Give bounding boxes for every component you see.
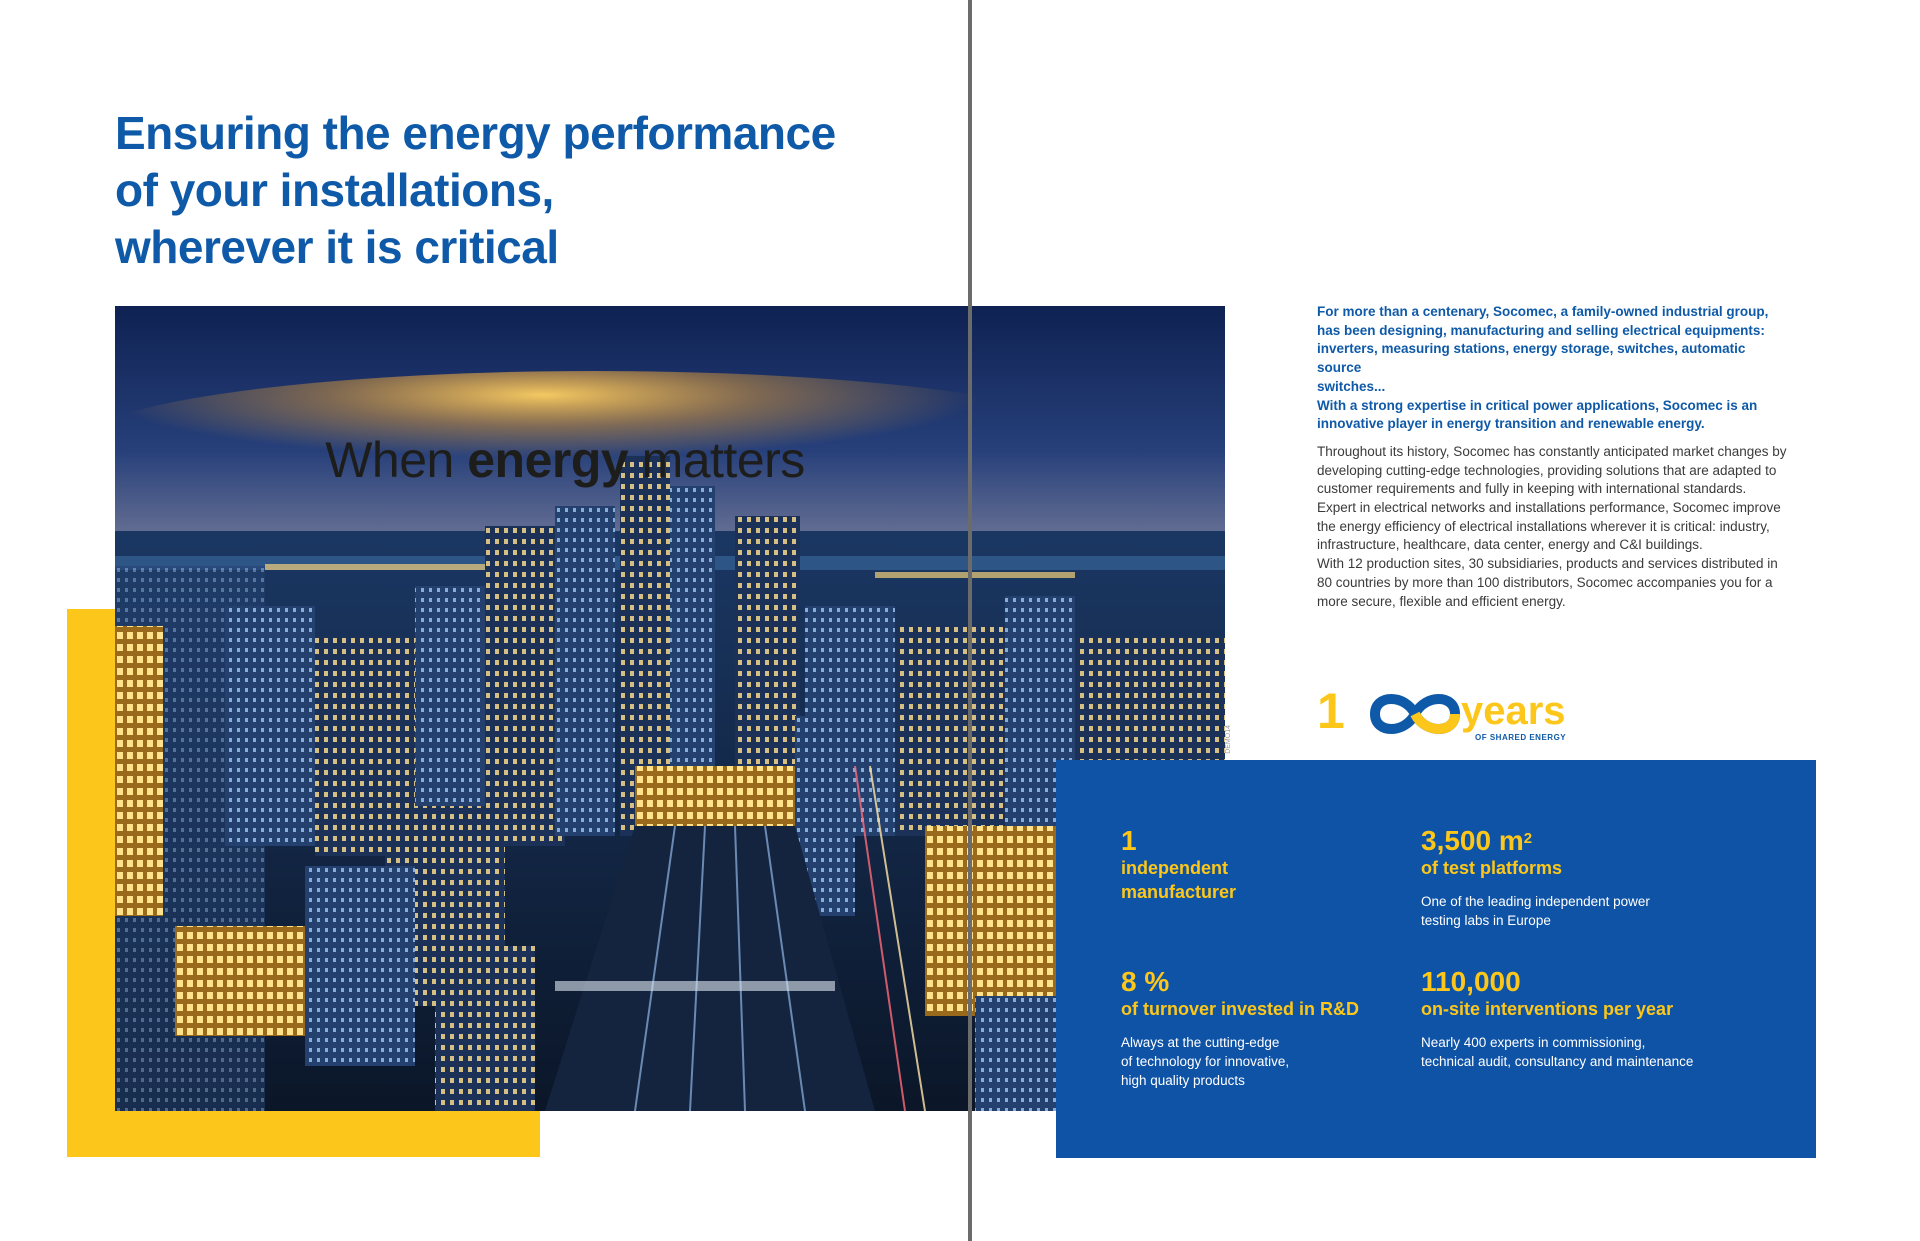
logo-digit: 1 <box>1317 683 1345 739</box>
intro-lead-line: switches... <box>1317 378 1386 394</box>
page-spine-divider <box>968 0 972 1241</box>
intro-lead-line: innovative player in energy transition and renewable energy. <box>1317 416 1705 432</box>
headline-line-3: wherever it is critical <box>115 221 559 273</box>
stat-value <box>1421 826 1741 856</box>
intro-body-line: 80 countries by more than 100 distributors, Socomec accompanies you for a <box>1317 574 1773 590</box>
tagline-pre: When <box>325 432 468 488</box>
stat-value: 8 % <box>1121 966 1170 997</box>
intro-body-line: Expert in electrical networks and installations performance, Socomec improve <box>1317 500 1781 516</box>
logo-word: years <box>1461 689 1566 733</box>
centenary-logo <box>1317 680 1587 748</box>
intro-body-line: the energy efficiency of electrical installations wherever it is critical: industry, <box>1317 518 1770 534</box>
stat-on-site-interventions <box>1421 967 1761 1071</box>
stat-description <box>1121 1033 1421 1090</box>
stat-independent-manufacturer <box>1121 826 1421 904</box>
stat-description <box>1421 892 1741 930</box>
logo-tagline: OF SHARED ENERGY <box>1475 733 1567 742</box>
stat-value: 110,000 <box>1421 966 1521 997</box>
stat-description-line: Always at the cutting-edge <box>1121 1035 1280 1050</box>
intro-lead-line: has been designing, manufacturing and selling electrical equipments: <box>1317 322 1765 338</box>
stat-description-line: of technology for innovative, <box>1121 1054 1290 1069</box>
stat-label-line: manufacturer <box>1121 882 1237 902</box>
photo-tagline <box>115 431 1015 489</box>
page-headline <box>115 105 935 276</box>
stat-test-platforms <box>1421 826 1741 930</box>
stat-r-and-d-investment <box>1121 967 1421 1090</box>
infinity-accent-icon <box>1415 714 1455 729</box>
intro-body-line: Throughout its history, Socomec has constantly anticipated market changes by <box>1317 443 1787 459</box>
tagline-emphasis: energy <box>467 432 629 488</box>
intro-lead-line: For more than a centenary, Socomec, a family-owned industrial group, <box>1317 304 1769 319</box>
tagline-post: matters <box>628 432 805 488</box>
intro-lead-paragraph <box>1317 303 1787 434</box>
stat-description-line: technical audit, consultancy and maintenance <box>1421 1054 1694 1069</box>
intro-text-block <box>1317 303 1787 611</box>
stat-description-line: Nearly 400 experts in commissioning, <box>1421 1035 1646 1050</box>
intro-body-line: developing cutting-edge technologies, providing solutions that are adapted to <box>1317 462 1777 478</box>
intro-body-line: customer requirements and fully in keeping with international standards. <box>1317 481 1747 497</box>
intro-body-line: more secure, flexible and efficient energy. <box>1317 593 1566 609</box>
intro-body-line: infrastructure, healthcare, data center, energy and C&I buildings. <box>1317 537 1703 553</box>
stat-description-line: One of the leading independent power <box>1421 894 1650 909</box>
stat-label-line: independent <box>1121 858 1228 878</box>
key-figures-box <box>1056 760 1816 1158</box>
stat-value-superscript: 2 <box>1523 830 1533 847</box>
stat-label-line: on-site interventions per year <box>1421 999 1674 1019</box>
intro-lead-line: inverters, measuring stations, energy storage, switches, automatic source <box>1317 341 1746 376</box>
stat-label-line: of test platforms <box>1421 858 1563 878</box>
headline-line-1: Ensuring the energy performance <box>115 107 836 159</box>
headline-line-2: of your installations, <box>115 164 554 216</box>
stat-description-line: high quality products <box>1121 1073 1245 1088</box>
photo-credit: DEMO14 <box>1225 725 1232 754</box>
stat-value-number: 3,500 m <box>1421 825 1524 856</box>
intro-body-line: With 12 production sites, 30 subsidiaries, products and services distributed in <box>1317 556 1778 572</box>
intro-lead-line: With a strong expertise in critical power applications, Socomec is an <box>1317 397 1758 413</box>
stat-description-line: testing labs in Europe <box>1421 913 1551 928</box>
stat-value: 1 <box>1121 825 1137 856</box>
stat-description <box>1421 1033 1761 1071</box>
intro-body-paragraph <box>1317 443 1787 611</box>
stat-label-line: of turnover invested in R&D <box>1121 999 1360 1019</box>
